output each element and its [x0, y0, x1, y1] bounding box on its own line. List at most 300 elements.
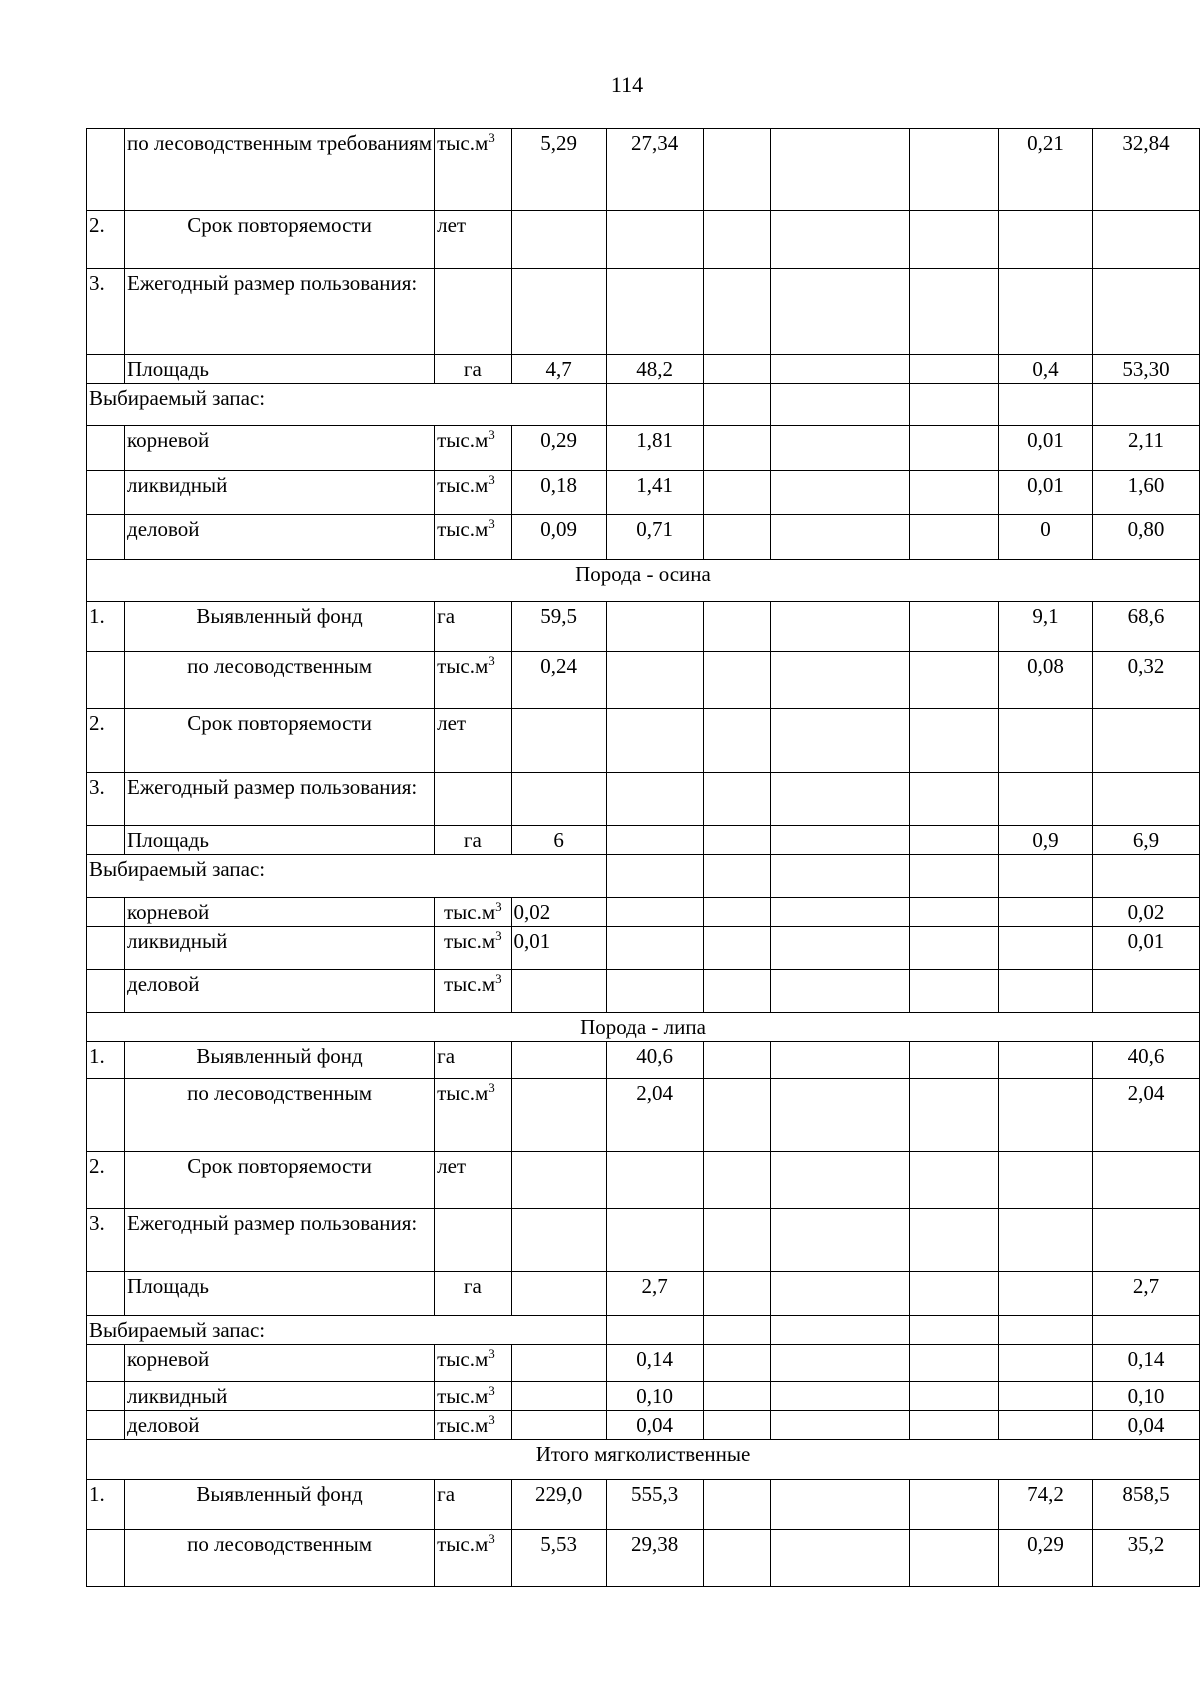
value-cell-c2: 48,2 [606, 355, 703, 384]
value-cell-c1 [511, 1272, 606, 1316]
section-row [87, 1013, 1200, 1042]
table-row [87, 355, 1200, 384]
table-row [87, 652, 1200, 709]
table-row [87, 773, 1200, 826]
row-number: 2. [87, 1152, 125, 1209]
table-row [87, 826, 1200, 855]
value-cell-c7: 1,60 [1093, 471, 1200, 515]
value-cell-c4 [770, 927, 909, 970]
section-row [87, 1440, 1200, 1480]
value-cell-c2: 27,34 [606, 129, 703, 211]
value-cell-c1 [511, 1382, 606, 1411]
value-cell-c4 [770, 1272, 909, 1316]
row-number: 2. [87, 211, 125, 269]
value-cell-c5 [909, 211, 998, 269]
indicator-name: Площадь [125, 355, 435, 384]
value-cell-c5 [909, 602, 998, 652]
table-row [87, 1480, 1200, 1530]
value-cell-c4 [770, 1345, 909, 1382]
value-cell-c2 [606, 709, 703, 773]
row-number: 3. [87, 1209, 125, 1272]
unit-label: га [437, 604, 456, 628]
value-cell-c5 [909, 826, 998, 855]
indicator-name: по лесоводственным [125, 1079, 435, 1152]
unit-label: тыс.м [443, 900, 496, 924]
indicator-name: Ежегодный размер пользования: [125, 269, 435, 355]
table-row [87, 970, 1200, 1013]
row-number [87, 970, 125, 1013]
value-cell-c4 [770, 709, 909, 773]
value-cell-c7: 2,04 [1093, 1079, 1200, 1152]
value-cell-c7: 0,32 [1093, 652, 1200, 709]
value-cell-c7 [1093, 1209, 1200, 1272]
row-number [87, 1382, 125, 1411]
value-cell-c4 [770, 602, 909, 652]
section-title: Порода - осина [87, 560, 1200, 602]
value-cell-c2: 1,81 [606, 426, 703, 471]
indicator-name: Выявленный фонд [125, 1042, 435, 1079]
row-number: 1. [87, 602, 125, 652]
value-cell-c1: 0,01 [511, 927, 606, 970]
value-cell-c5 [909, 970, 998, 1013]
value-cell-c5 [909, 1382, 998, 1411]
unit-label: га [437, 1482, 456, 1506]
value-cell-c2: 555,3 [606, 1480, 703, 1530]
row-number [87, 1411, 125, 1440]
row-number [87, 515, 125, 560]
value-cell-c5 [909, 471, 998, 515]
value-cell-c6: 0 [999, 515, 1093, 560]
value-cell-c1 [511, 1042, 606, 1079]
empty-cell [1093, 855, 1200, 898]
value-cell-c3 [703, 1411, 770, 1440]
value-cell-c2: 0,14 [606, 1345, 703, 1382]
value-cell-c4 [770, 1079, 909, 1152]
indicator-name: деловой [125, 1411, 435, 1440]
unit-cell [435, 1382, 511, 1411]
unit-label: тыс.м [437, 473, 489, 497]
table-row [87, 269, 1200, 355]
value-cell-c1 [511, 1411, 606, 1440]
value-cell-c5 [909, 515, 998, 560]
row-number [87, 1530, 125, 1587]
row-number [87, 426, 125, 471]
indicator-name: деловой [125, 970, 435, 1013]
value-cell-c4 [770, 1042, 909, 1079]
value-cell-c5 [909, 1272, 998, 1316]
empty-cell [999, 855, 1093, 898]
value-cell-c2: 2,04 [606, 1079, 703, 1152]
value-cell-c6: 0,29 [999, 1530, 1093, 1587]
empty-cell [1093, 1316, 1200, 1345]
value-cell-c6 [999, 1345, 1093, 1382]
value-cell-c1 [511, 1152, 606, 1209]
value-cell-c7: 68,6 [1093, 602, 1200, 652]
section-row [87, 560, 1200, 602]
value-cell-c3 [703, 826, 770, 855]
value-cell-c7: 2,7 [1093, 1272, 1200, 1316]
unit-cell [435, 211, 511, 269]
value-cell-c6 [999, 1382, 1093, 1411]
value-cell-c4 [770, 426, 909, 471]
value-cell-c5 [909, 1480, 998, 1530]
row-number [87, 1079, 125, 1152]
value-cell-c3 [703, 652, 770, 709]
value-cell-c4 [770, 515, 909, 560]
value-cell-c1: 0,29 [511, 426, 606, 471]
row-number [87, 129, 125, 211]
value-cell-c2 [606, 826, 703, 855]
row-number: 1. [87, 1042, 125, 1079]
value-cell-c5 [909, 652, 998, 709]
value-cell-c2 [606, 1152, 703, 1209]
value-cell-c1: 59,5 [511, 602, 606, 652]
value-cell-c4 [770, 970, 909, 1013]
unit-exponent: 3 [488, 472, 495, 487]
table-row [87, 515, 1200, 560]
indicator-name: Ежегодный размер пользования: [125, 773, 435, 826]
value-cell-c3 [703, 709, 770, 773]
value-cell-c6: 0,01 [999, 471, 1093, 515]
harvest-table [86, 128, 1200, 1587]
value-cell-c4 [770, 1382, 909, 1411]
table-row [87, 1209, 1200, 1272]
table-row [87, 1382, 1200, 1411]
unit-label: лет [437, 711, 467, 735]
row-number [87, 927, 125, 970]
table-row [87, 602, 1200, 652]
value-cell-c4 [770, 471, 909, 515]
value-cell-c1: 5,29 [511, 129, 606, 211]
value-cell-c5 [909, 1152, 998, 1209]
value-cell-c2 [606, 602, 703, 652]
value-cell-c1 [511, 970, 606, 1013]
value-cell-c6 [999, 898, 1093, 927]
unit-cell [435, 602, 511, 652]
value-cell-c6: 0,9 [999, 826, 1093, 855]
table-row [87, 1152, 1200, 1209]
unit-cell [435, 1209, 511, 1272]
value-cell-c5 [909, 1411, 998, 1440]
value-cell-c2 [606, 269, 703, 355]
row-number: 3. [87, 269, 125, 355]
subheader-row [87, 855, 1200, 898]
value-cell-c1: 0,24 [511, 652, 606, 709]
unit-cell [435, 515, 511, 560]
value-cell-c2 [606, 970, 703, 1013]
row-number [87, 471, 125, 515]
value-cell-c4 [770, 773, 909, 826]
value-cell-c2 [606, 1209, 703, 1272]
value-cell-c2: 29,38 [606, 1530, 703, 1587]
unit-cell [435, 1079, 511, 1152]
unit-label: тыс.м [443, 972, 496, 996]
unit-cell [435, 426, 511, 471]
empty-cell [606, 384, 703, 426]
value-cell-c7 [1093, 1152, 1200, 1209]
unit-label: тыс.м [437, 654, 489, 678]
indicator-name: по лесоводственным [125, 1530, 435, 1587]
value-cell-c3 [703, 602, 770, 652]
section-title: Итого мягколиственные [87, 1440, 1200, 1480]
unit-label: га [463, 1274, 482, 1298]
value-cell-c6: 0,21 [999, 129, 1093, 211]
table-row [87, 1411, 1200, 1440]
value-cell-c2 [606, 927, 703, 970]
indicator-name: Срок повторяемости [125, 1152, 435, 1209]
table-row [87, 927, 1200, 970]
unit-label: тыс.м [437, 1347, 489, 1371]
subheader-row [87, 384, 1200, 426]
value-cell-c1: 0,18 [511, 471, 606, 515]
indicator-name: по лесоводственным требованиям [125, 129, 435, 211]
unit-cell [435, 1411, 511, 1440]
value-cell-c4 [770, 1209, 909, 1272]
value-cell-c1: 0,02 [511, 898, 606, 927]
row-number [87, 1272, 125, 1316]
table-row [87, 426, 1200, 471]
value-cell-c4 [770, 898, 909, 927]
value-cell-c1: 229,0 [511, 1480, 606, 1530]
unit-cell [435, 709, 511, 773]
row-number [87, 826, 125, 855]
value-cell-c1: 6 [511, 826, 606, 855]
indicator-name: Площадь [125, 1272, 435, 1316]
value-cell-c7: 0,10 [1093, 1382, 1200, 1411]
unit-cell [435, 898, 511, 927]
unit-cell [435, 1152, 511, 1209]
unit-exponent: 3 [488, 1531, 495, 1546]
table-row [87, 211, 1200, 269]
indicator-name: Площадь [125, 826, 435, 855]
unit-exponent: 3 [488, 1346, 495, 1361]
value-cell-c1 [511, 269, 606, 355]
value-cell-c6 [999, 1411, 1093, 1440]
value-cell-c7: 0,04 [1093, 1411, 1200, 1440]
indicator-name: по лесоводственным [125, 652, 435, 709]
value-cell-c4 [770, 269, 909, 355]
value-cell-c6 [999, 1272, 1093, 1316]
table-row [87, 1345, 1200, 1382]
unit-cell [435, 129, 511, 211]
value-cell-c2: 40,6 [606, 1042, 703, 1079]
unit-exponent: 3 [488, 427, 495, 442]
value-cell-c3 [703, 898, 770, 927]
unit-cell [435, 471, 511, 515]
value-cell-c6 [999, 773, 1093, 826]
empty-cell [999, 1316, 1093, 1345]
indicator-name: корневой [125, 1345, 435, 1382]
indicator-name: Срок повторяемости [125, 211, 435, 269]
empty-cell [703, 1316, 770, 1345]
value-cell-c3 [703, 129, 770, 211]
value-cell-c7: 53,30 [1093, 355, 1200, 384]
indicator-name: ликвидный [125, 927, 435, 970]
indicator-name: Выявленный фонд [125, 602, 435, 652]
value-cell-c4 [770, 1152, 909, 1209]
value-cell-c3 [703, 1382, 770, 1411]
value-cell-c7: 40,6 [1093, 1042, 1200, 1079]
value-cell-c6 [999, 269, 1093, 355]
value-cell-c2: 0,10 [606, 1382, 703, 1411]
value-cell-c5 [909, 1042, 998, 1079]
indicator-name: Ежегодный размер пользования: [125, 1209, 435, 1272]
subheader-label: Выбираемый запас: [87, 384, 607, 426]
value-cell-c4 [770, 1411, 909, 1440]
unit-cell [435, 1530, 511, 1587]
empty-cell [770, 855, 909, 898]
unit-cell [435, 1042, 511, 1079]
indicator-name: ликвидный [125, 1382, 435, 1411]
value-cell-c1 [511, 211, 606, 269]
value-cell-c6 [999, 970, 1093, 1013]
value-cell-c3 [703, 927, 770, 970]
unit-exponent: 3 [488, 516, 495, 531]
row-number: 3. [87, 773, 125, 826]
value-cell-c4 [770, 652, 909, 709]
value-cell-c5 [909, 898, 998, 927]
value-cell-c6: 74,2 [999, 1480, 1093, 1530]
value-cell-c7: 858,5 [1093, 1480, 1200, 1530]
row-number [87, 1345, 125, 1382]
table-row [87, 129, 1200, 211]
unit-exponent: 3 [488, 130, 495, 145]
subheader-label: Выбираемый запас: [87, 855, 607, 898]
unit-cell [435, 826, 511, 855]
indicator-name: Выявленный фонд [125, 1480, 435, 1530]
value-cell-c1 [511, 1345, 606, 1382]
value-cell-c7 [1093, 709, 1200, 773]
empty-cell [606, 855, 703, 898]
unit-cell [435, 652, 511, 709]
value-cell-c5 [909, 269, 998, 355]
value-cell-c3 [703, 970, 770, 1013]
value-cell-c7: 35,2 [1093, 1530, 1200, 1587]
unit-label: лет [437, 213, 467, 237]
empty-cell [1093, 384, 1200, 426]
value-cell-c7: 32,84 [1093, 129, 1200, 211]
unit-exponent: 3 [488, 1412, 495, 1427]
subheader-row [87, 1316, 1200, 1345]
value-cell-c5 [909, 1345, 998, 1382]
empty-cell [999, 384, 1093, 426]
unit-label: тыс.м [437, 1384, 489, 1408]
value-cell-c7 [1093, 773, 1200, 826]
unit-label: тыс.м [443, 929, 496, 953]
value-cell-c7: 2,11 [1093, 426, 1200, 471]
unit-exponent: 3 [488, 1080, 495, 1095]
unit-label: тыс.м [437, 1413, 489, 1437]
page-number: 114 [610, 72, 644, 97]
value-cell-c2 [606, 773, 703, 826]
value-cell-c4 [770, 355, 909, 384]
value-cell-c6: 0,08 [999, 652, 1093, 709]
value-cell-c4 [770, 826, 909, 855]
value-cell-c6 [999, 211, 1093, 269]
unit-cell [435, 269, 511, 355]
value-cell-c3 [703, 1345, 770, 1382]
table-row [87, 898, 1200, 927]
value-cell-c7 [1093, 211, 1200, 269]
table-row [87, 1079, 1200, 1152]
value-cell-c2: 0,71 [606, 515, 703, 560]
indicator-name: деловой [125, 515, 435, 560]
value-cell-c2 [606, 211, 703, 269]
row-number: 1. [87, 1480, 125, 1530]
row-number [87, 355, 125, 384]
value-cell-c7: 0,14 [1093, 1345, 1200, 1382]
section-title: Порода - липа [87, 1013, 1200, 1042]
value-cell-c5 [909, 709, 998, 773]
unit-exponent: 3 [495, 971, 502, 986]
value-cell-c3 [703, 426, 770, 471]
unit-label: га [437, 1044, 456, 1068]
value-cell-c4 [770, 1480, 909, 1530]
unit-cell [435, 1480, 511, 1530]
value-cell-c5 [909, 927, 998, 970]
value-cell-c6 [999, 1042, 1093, 1079]
value-cell-c7 [1093, 970, 1200, 1013]
unit-label: тыс.м [437, 517, 489, 541]
value-cell-c3 [703, 211, 770, 269]
empty-cell [703, 855, 770, 898]
empty-cell [909, 855, 998, 898]
value-cell-c1 [511, 1079, 606, 1152]
value-cell-c5 [909, 355, 998, 384]
value-cell-c1 [511, 709, 606, 773]
unit-label: га [463, 357, 482, 381]
value-cell-c2: 2,7 [606, 1272, 703, 1316]
table-row [87, 1042, 1200, 1079]
value-cell-c2: 1,41 [606, 471, 703, 515]
value-cell-c3 [703, 1209, 770, 1272]
empty-cell [770, 384, 909, 426]
unit-cell [435, 970, 511, 1013]
table-row [87, 471, 1200, 515]
unit-exponent: 3 [495, 928, 502, 943]
value-cell-c6: 0,01 [999, 426, 1093, 471]
unit-label: тыс.м [437, 1532, 489, 1556]
value-cell-c3 [703, 1480, 770, 1530]
unit-cell [435, 1345, 511, 1382]
value-cell-c1: 5,53 [511, 1530, 606, 1587]
value-cell-c7: 0,80 [1093, 515, 1200, 560]
value-cell-c3 [703, 1272, 770, 1316]
value-cell-c3 [703, 269, 770, 355]
empty-cell [909, 1316, 998, 1345]
value-cell-c6: 9,1 [999, 602, 1093, 652]
unit-label: лет [437, 1154, 467, 1178]
value-cell-c5 [909, 1079, 998, 1152]
unit-cell [435, 1272, 511, 1316]
value-cell-c3 [703, 1079, 770, 1152]
indicator-name: корневой [125, 426, 435, 471]
value-cell-c7 [1093, 269, 1200, 355]
value-cell-c6 [999, 1209, 1093, 1272]
table-row [87, 709, 1200, 773]
value-cell-c5 [909, 773, 998, 826]
value-cell-c7: 6,9 [1093, 826, 1200, 855]
row-number [87, 898, 125, 927]
value-cell-c3 [703, 1152, 770, 1209]
value-cell-c4 [770, 1530, 909, 1587]
value-cell-c6: 0,4 [999, 355, 1093, 384]
value-cell-c5 [909, 1530, 998, 1587]
value-cell-c2: 0,04 [606, 1411, 703, 1440]
unit-label: га [463, 828, 482, 852]
value-cell-c6 [999, 1079, 1093, 1152]
unit-cell [435, 355, 511, 384]
